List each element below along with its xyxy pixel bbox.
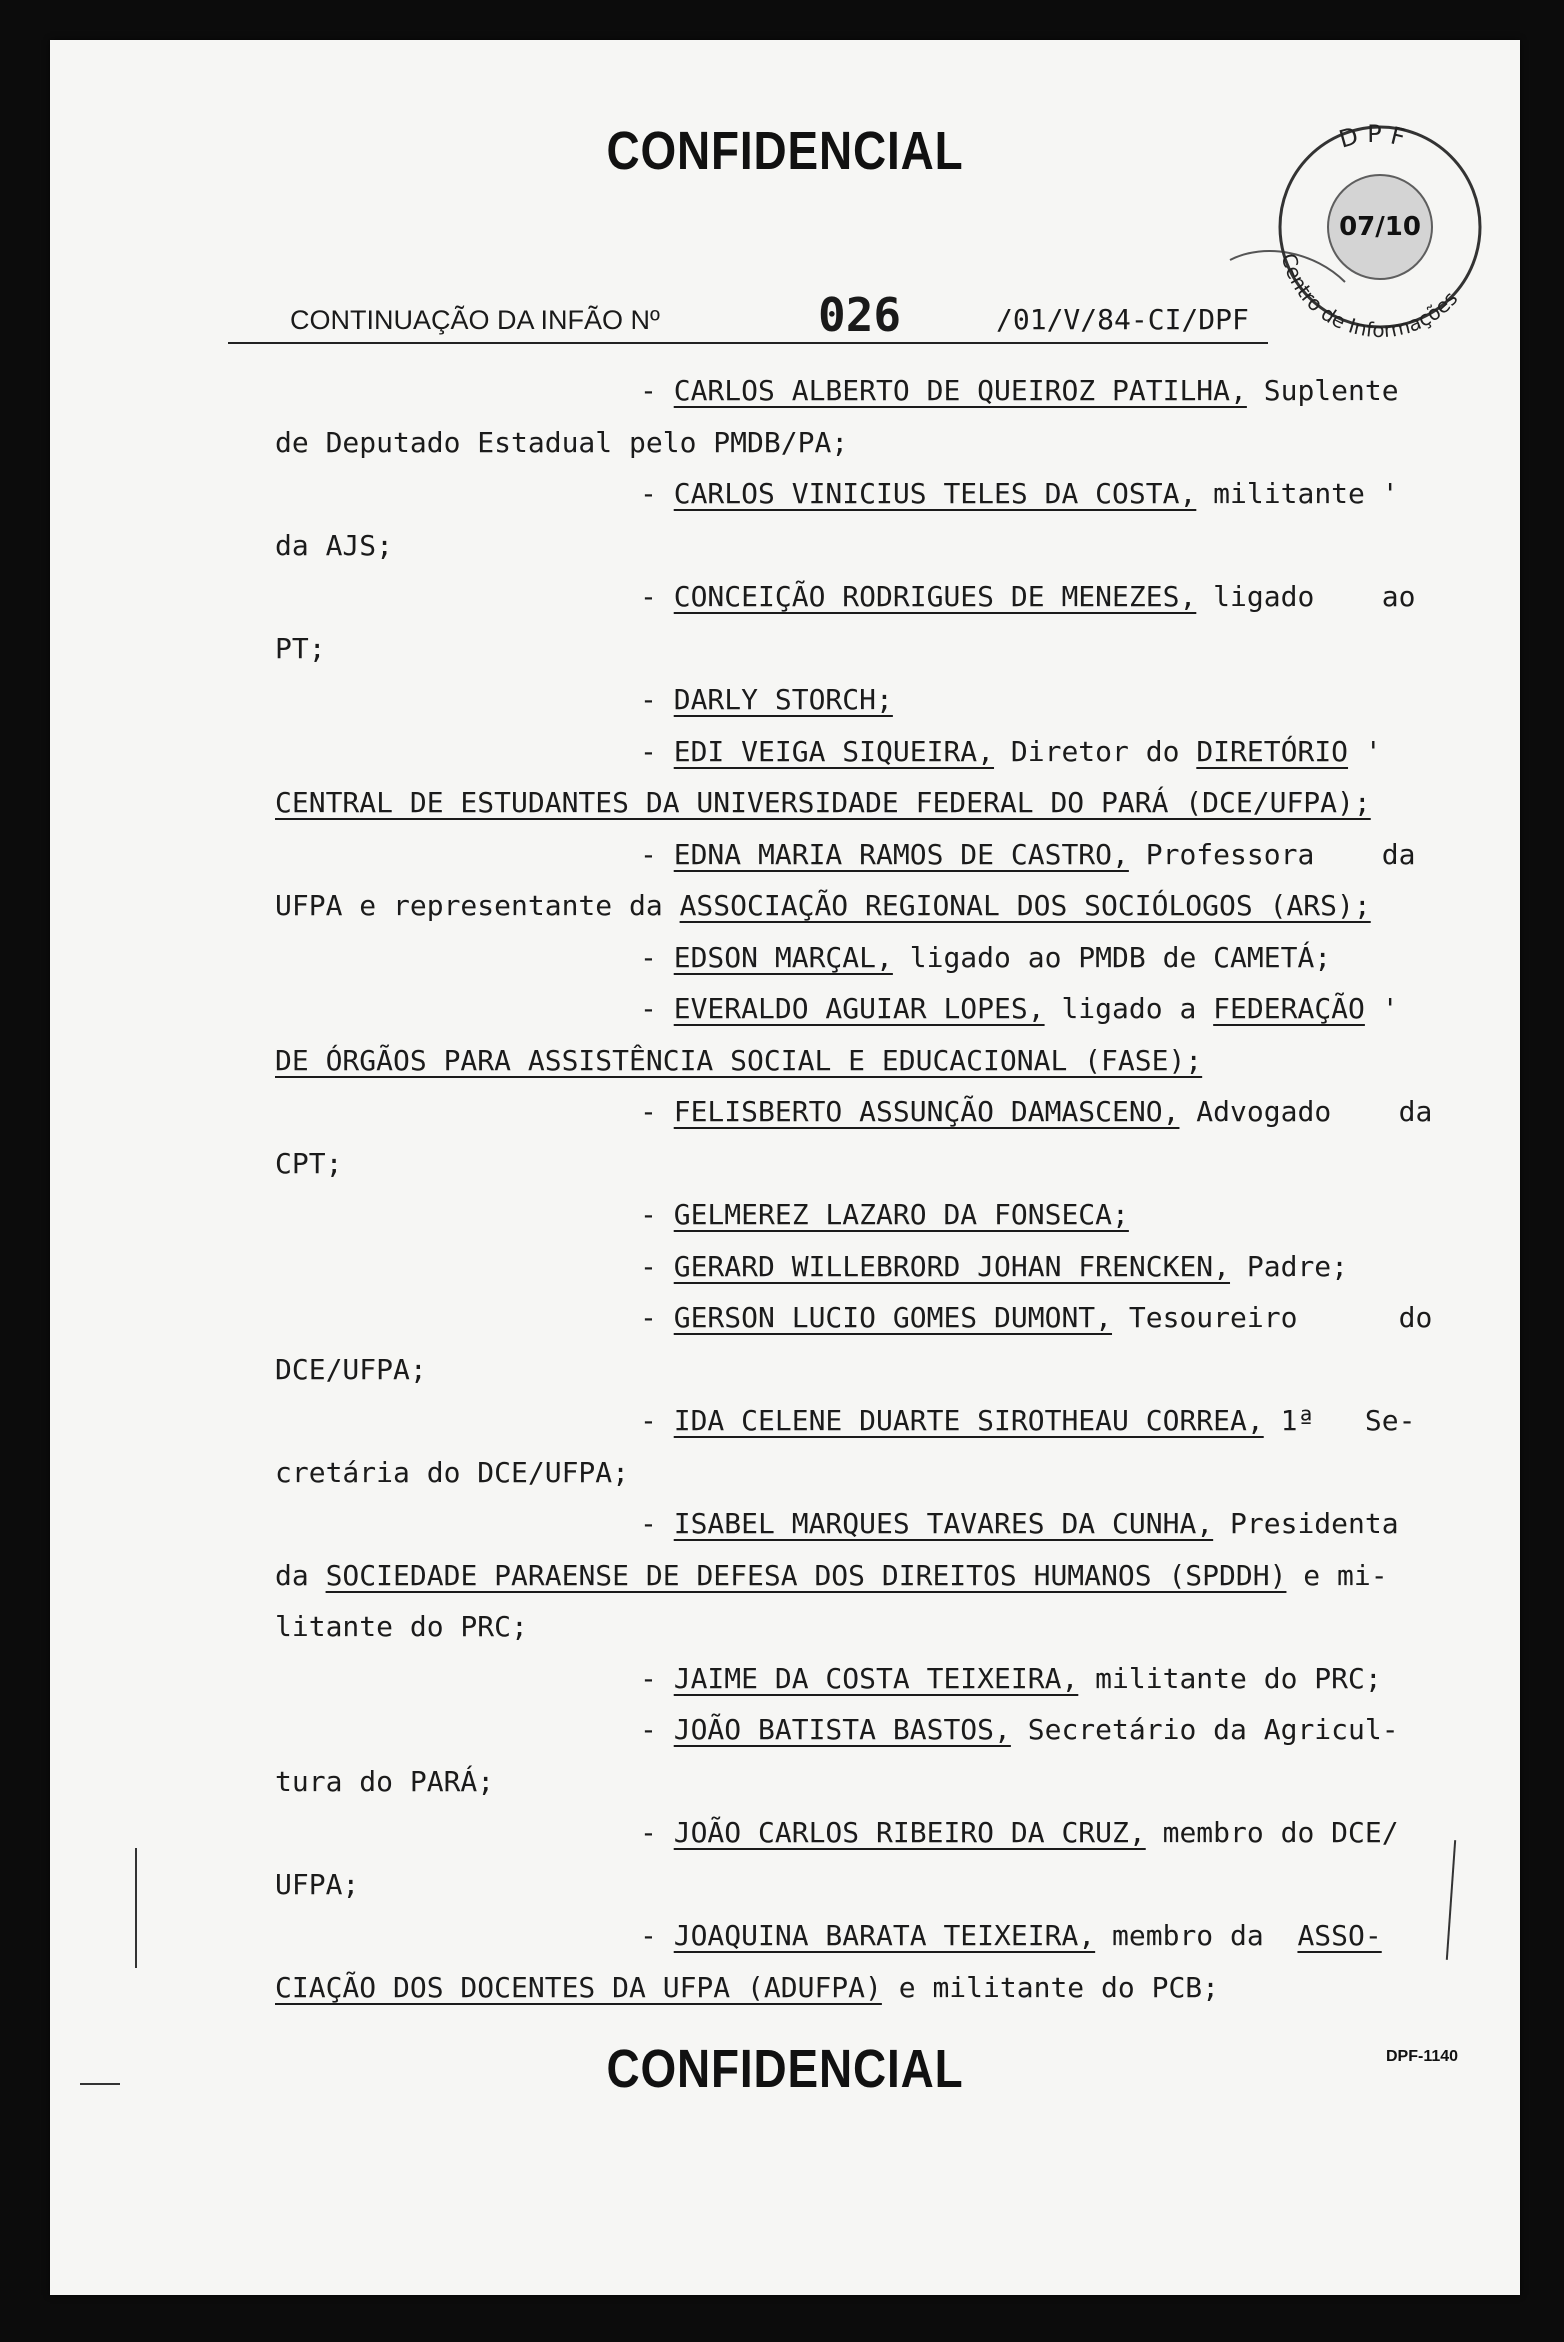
text-span: Presidenta	[1213, 1507, 1399, 1540]
text-line	[275, 983, 1435, 1035]
text-line	[275, 571, 1435, 623]
dpf-seal-stamp	[1225, 92, 1525, 372]
text-span: -	[640, 477, 674, 510]
text-span: Professora da	[1128, 837, 1416, 871]
text-span: -	[640, 1095, 674, 1128]
underlined-text: EDI VEIGA SIQUEIRA,	[673, 734, 995, 768]
underlined-text: EVERALDO AGUIAR LOPES,	[673, 992, 1045, 1025]
underlined-text: GERARD WILLEBRORD JOHAN FRENCKEN,	[673, 1249, 1231, 1283]
text-line	[275, 468, 1435, 520]
svg-text:D P F: D P F	[1335, 119, 1408, 154]
list-item	[275, 1807, 1435, 1910]
list-item	[275, 365, 1435, 468]
text-span: -	[640, 1198, 674, 1231]
list-item	[275, 829, 1435, 932]
text-span: litante do PRC;	[275, 1610, 528, 1643]
list-item	[275, 674, 1435, 726]
text-span: da AJS;	[275, 528, 394, 562]
text-span: militante '	[1196, 477, 1399, 510]
underlined-text: CARLOS ALBERTO DE QUEIROZ PATILHA,	[673, 374, 1247, 407]
text-line	[275, 1962, 1435, 2014]
text-span: -	[640, 580, 674, 613]
underlined-text: DIRETÓRIO	[1196, 734, 1349, 768]
text-span: -	[640, 683, 674, 716]
text-span: 1ª Se-	[1263, 1404, 1416, 1437]
text-span: Tesoureiro do	[1112, 1301, 1433, 1334]
list-item	[275, 983, 1435, 1086]
margin-dash-left	[80, 2083, 120, 2085]
text-span: e mi-	[1286, 1558, 1388, 1592]
document-reference: /01/V/84-CI/DPF	[996, 303, 1249, 336]
text-span: PT;	[275, 631, 326, 665]
underlined-text: SOCIEDADE PARAENSE DE DEFESA DOS DIREITOS HUMANOS (SPDDH)	[325, 1558, 1287, 1592]
text-span: CPT;	[275, 1146, 343, 1180]
underlined-text: DE ÓRGÃOS PARA ASSISTÊNCIA SOCIAL E EDUCACIONAL (FASE);	[275, 1043, 1203, 1077]
text-span: -	[640, 374, 674, 407]
list-item	[275, 1189, 1435, 1241]
document-body	[275, 365, 1435, 2013]
text-span: militante do PRC;	[1078, 1661, 1382, 1695]
underlined-text: DARLY STORCH;	[673, 683, 893, 716]
text-line	[275, 1859, 1435, 1911]
list-item	[275, 726, 1435, 829]
header-label: CONTINUAÇÃO DA INFÃO Nº	[290, 305, 660, 335]
text-span: -	[640, 1713, 674, 1746]
list-item	[275, 1292, 1435, 1395]
underlined-text: EDNA MARIA RAMOS DE CASTRO,	[673, 837, 1129, 871]
underlined-text: GELMEREZ LAZARO DA FONSECA;	[673, 1198, 1129, 1231]
list-item	[275, 571, 1435, 674]
text-span: tura do PARÁ;	[275, 1764, 495, 1798]
text-span: da	[275, 1558, 326, 1592]
text-span: -	[640, 1919, 674, 1952]
text-span: -	[640, 1301, 674, 1334]
underlined-text: ISABEL MARQUES TAVARES DA CUNHA,	[673, 1507, 1214, 1540]
margin-line-right	[1446, 1840, 1456, 1960]
text-span: de Deputado Estadual pelo PMDB/PA;	[275, 425, 849, 459]
text-line	[275, 777, 1435, 829]
text-line	[275, 1035, 1435, 1087]
text-span: Suplente	[1246, 374, 1399, 407]
underlined-text: CONCEIÇÃO RODRIGUES DE MENEZES,	[673, 580, 1197, 613]
text-span: '	[1364, 992, 1399, 1025]
text-line	[275, 1704, 1435, 1756]
text-line	[275, 1653, 1435, 1705]
text-span: Secretário da Agricul-	[1010, 1713, 1399, 1746]
text-line	[275, 1138, 1435, 1190]
text-line	[275, 674, 1435, 726]
text-span: Diretor do	[994, 734, 1197, 768]
list-item	[275, 1653, 1435, 1705]
text-line	[275, 1447, 1435, 1499]
text-span: -	[640, 1816, 674, 1849]
list-item	[275, 468, 1435, 571]
text-line	[275, 1601, 1435, 1653]
text-span: -	[640, 1249, 674, 1283]
underlined-text: JOÃO BATISTA BASTOS,	[673, 1713, 1011, 1746]
text-span: -	[640, 1661, 674, 1695]
text-line	[275, 520, 1435, 572]
list-item	[275, 1395, 1435, 1498]
text-span: cretária do DCE/UFPA;	[275, 1455, 630, 1489]
text-line	[275, 1292, 1435, 1344]
underlined-text: FELISBERTO ASSUNÇÃO DAMASCENO,	[673, 1095, 1180, 1128]
text-span: -	[640, 1507, 674, 1540]
document-header	[228, 272, 1268, 344]
text-span: ligado ao	[1196, 580, 1416, 613]
underlined-text: CARLOS VINICIUS TELES DA COSTA,	[673, 477, 1197, 510]
document-number: 026	[818, 288, 902, 342]
text-span: UFPA;	[275, 1867, 360, 1901]
underlined-text: EDSON MARÇAL,	[673, 940, 893, 974]
underlined-text: JOAQUINA BARATA TEIXEIRA,	[673, 1919, 1096, 1952]
text-span: ligado ao PMDB de CAMETÁ;	[892, 940, 1332, 974]
text-span: membro do DCE/	[1145, 1816, 1399, 1849]
text-span: membro da	[1095, 1919, 1298, 1952]
text-span: '	[1348, 734, 1382, 768]
text-line	[275, 1498, 1435, 1550]
text-line	[275, 1756, 1435, 1808]
text-span: Padre;	[1230, 1249, 1349, 1283]
text-span: ligado a	[1044, 992, 1214, 1025]
confidential-stamp-bottom: CONFIDENCIAL	[606, 2039, 964, 2099]
text-span: -	[640, 940, 674, 974]
seal-date: 07/10	[1339, 212, 1421, 242]
underlined-text: JOÃO CARLOS RIBEIRO DA CRUZ,	[673, 1816, 1146, 1849]
underlined-text: IDA CELENE DUARTE SIROTHEAU CORREA,	[673, 1404, 1264, 1437]
list-item	[275, 1910, 1435, 2013]
text-line	[275, 880, 1435, 932]
underlined-text: ASSOCIAÇÃO REGIONAL DOS SOCIÓLOGOS (ARS);	[679, 889, 1371, 922]
text-line	[275, 365, 1435, 417]
text-span: e militante do PCB;	[881, 1970, 1220, 2004]
form-code: DPF-1140	[1386, 2048, 1459, 2065]
underlined-text: ASSO-	[1297, 1919, 1382, 1952]
underlined-text: CIAÇÃO DOS DOCENTES DA UFPA (ADUFPA)	[275, 1970, 882, 2004]
list-item	[275, 1086, 1435, 1189]
text-span: DCE/UFPA;	[275, 1352, 427, 1386]
text-line	[275, 1910, 1435, 1962]
text-line	[275, 1550, 1435, 1602]
text-span: Advogado da	[1179, 1095, 1433, 1128]
document-page	[50, 40, 1520, 2295]
text-span: -	[640, 837, 674, 871]
text-span: -	[640, 992, 674, 1025]
confidential-stamp-top: CONFIDENCIAL	[606, 121, 964, 181]
text-line	[275, 1086, 1435, 1138]
text-line	[275, 829, 1435, 881]
text-line	[275, 932, 1435, 984]
svg-text:Centro de Informações: Centro de Informações	[1276, 250, 1463, 343]
margin-line-left	[135, 1848, 137, 1968]
underlined-text: CENTRAL DE ESTUDANTES DA UNIVERSIDADE FEDERAL DO PARÁ (DCE/UFPA);	[275, 786, 1371, 819]
list-item	[275, 932, 1435, 984]
text-line	[275, 1241, 1435, 1293]
text-line	[275, 1344, 1435, 1396]
text-line	[275, 1189, 1435, 1241]
list-item	[275, 1241, 1435, 1293]
list-item	[275, 1704, 1435, 1807]
text-span: -	[640, 734, 674, 768]
underlined-text: FEDERAÇÃO	[1213, 992, 1365, 1025]
underlined-text: GERSON LUCIO GOMES DUMONT,	[673, 1301, 1113, 1334]
underlined-text: JAIME DA COSTA TEIXEIRA,	[673, 1661, 1079, 1695]
text-line	[275, 1395, 1435, 1447]
text-line	[275, 1807, 1435, 1859]
text-span: UFPA e representante da	[275, 889, 680, 922]
text-line	[275, 726, 1435, 778]
list-item	[275, 1498, 1435, 1653]
text-line	[275, 623, 1435, 675]
text-line	[275, 417, 1435, 469]
text-span: -	[640, 1404, 674, 1437]
